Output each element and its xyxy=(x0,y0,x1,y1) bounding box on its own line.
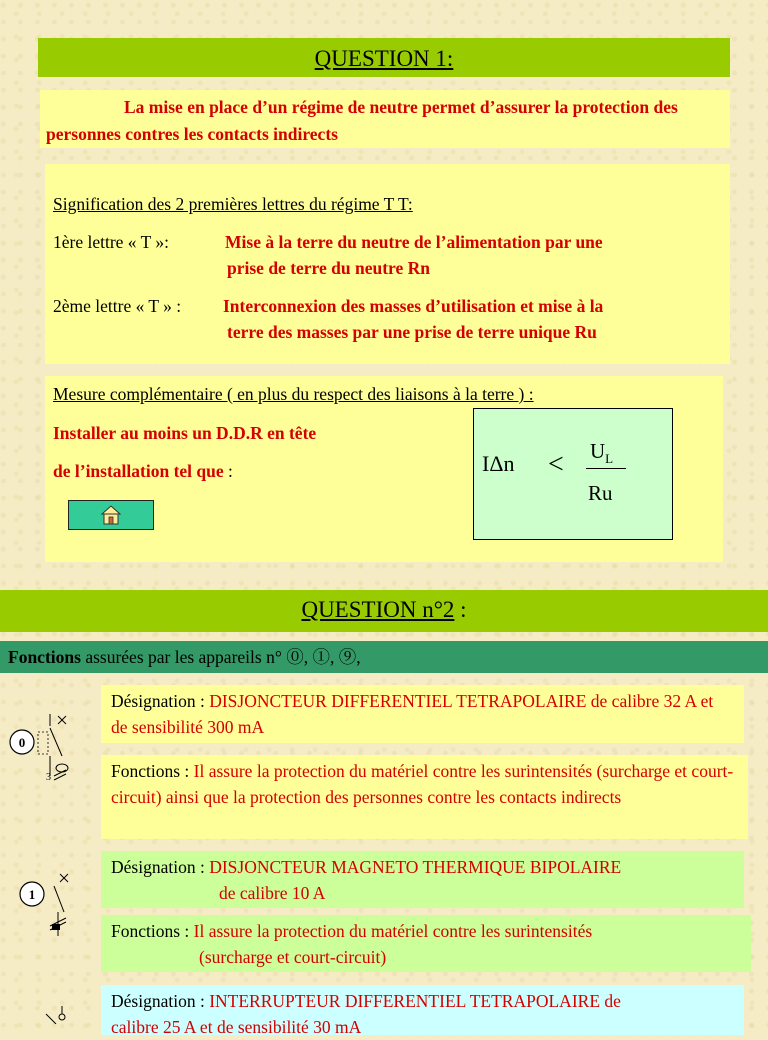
ddr-line2-wrap xyxy=(53,459,233,483)
device9-designation-label: Désignation : xyxy=(111,991,210,1011)
fonctions-rest: assurées par les appareils n° ⓪, ①, ⑨, xyxy=(80,647,361,667)
circuit-breaker-symbol-icon xyxy=(14,868,76,944)
letter2-label: 2ème lettre « T » : xyxy=(53,296,182,316)
letter1-line2: prise de terre du neutre Rn xyxy=(227,258,431,278)
formula-box xyxy=(473,408,673,540)
device0-designation-box xyxy=(101,685,744,743)
question1-title: QUESTION 1: xyxy=(314,46,454,71)
device9-designation-line2: calibre 25 A et de sensibilité 30 mA xyxy=(111,1017,362,1037)
device1-designation-line2: de calibre 10 A xyxy=(219,883,326,903)
device1-fonctions-box xyxy=(101,915,751,972)
question2-title: QUESTION n°2 xyxy=(301,597,455,622)
home-button[interactable] xyxy=(68,500,154,530)
device1-number: 1 xyxy=(28,887,36,902)
device0-fonctions-box xyxy=(101,755,748,839)
letter1-label: 1ère lettre « T »: xyxy=(53,232,169,252)
fonctions-bar xyxy=(0,641,768,673)
question2-title-suffix: : xyxy=(454,597,467,622)
device1-fonctions-line2: (surcharge et court-circuit) xyxy=(199,947,387,967)
device1-fonctions-label: Fonctions : xyxy=(111,921,194,941)
device0-symbol-label: 3 xyxy=(46,772,51,783)
letter2-line2: terre des masses par une prise de terre unique Ru xyxy=(227,322,597,342)
formula-fraction-bar xyxy=(586,468,626,469)
device1-designation-box xyxy=(101,851,744,908)
device1-designation-line1: DISJONCTEUR MAGNETO THERMIQUE BIPOLAIRE xyxy=(209,857,622,877)
device0-designation-label: Désignation : xyxy=(111,691,210,711)
question1-title-bar xyxy=(38,38,730,77)
switch-symbol-icon xyxy=(38,1000,74,1024)
signification-box xyxy=(45,164,730,364)
ddr-colon: : xyxy=(223,461,233,481)
mesure-heading: Mesure complémentaire ( en plus du respect des liaisons à la terre ) : xyxy=(53,384,534,404)
ddr-line2: de l’installation tel que xyxy=(53,461,224,481)
formula-numerator-sub: L xyxy=(605,451,614,467)
device0-fonctions-label: Fonctions : xyxy=(111,761,194,781)
signification-heading: Signification des 2 premières lettres du régime T T: xyxy=(53,194,413,214)
device9-designation-text: INTERRUPTEUR DIFFERENTIEL TETRAPOLAIRE de xyxy=(209,991,621,1011)
circuit-breaker-symbol-icon xyxy=(4,710,76,792)
ddr-line1: Installer au moins un D.D.R en tête xyxy=(53,423,317,443)
letter2-line1: Interconnexion des masses d’utilisation et mise à la xyxy=(223,296,604,316)
intro-text: La mise en place d’un régime de neutre permet d’assurer la protection des personnes contres les contacts indirects xyxy=(46,97,678,144)
letter1-line1: Mise à la terre du neutre de l’alimentation par une xyxy=(225,232,603,252)
fonctions-bold: Fonctions xyxy=(8,647,81,667)
formula-operator: < xyxy=(548,449,564,480)
formula-lhs: IΔn xyxy=(482,451,515,476)
home-icon xyxy=(100,504,122,526)
formula-numerator-main: U xyxy=(590,439,606,463)
device0-designation-text: DISJONCTEUR DIFFERENTIEL TETRAPOLAIRE de calibre 32 A et de sensibilité 300 mA xyxy=(111,691,714,737)
device1-designation-label: Désignation : xyxy=(111,857,210,877)
question2-title-bar xyxy=(0,590,768,632)
intro-box xyxy=(40,90,730,148)
device1-fonctions-line1: Il assure la protection du matériel contre les surintensités xyxy=(193,921,593,941)
device0-fonctions-text: Il assure la protection du matériel contre les surintensités (surcharge et court-circuit) ainsi que la protection des personnes contre les contacts indirects xyxy=(111,761,734,807)
device9-designation-box xyxy=(101,985,744,1035)
formula-numerator xyxy=(590,439,613,467)
device0-number: 0 xyxy=(18,735,26,750)
formula-denominator: Ru xyxy=(588,481,613,505)
